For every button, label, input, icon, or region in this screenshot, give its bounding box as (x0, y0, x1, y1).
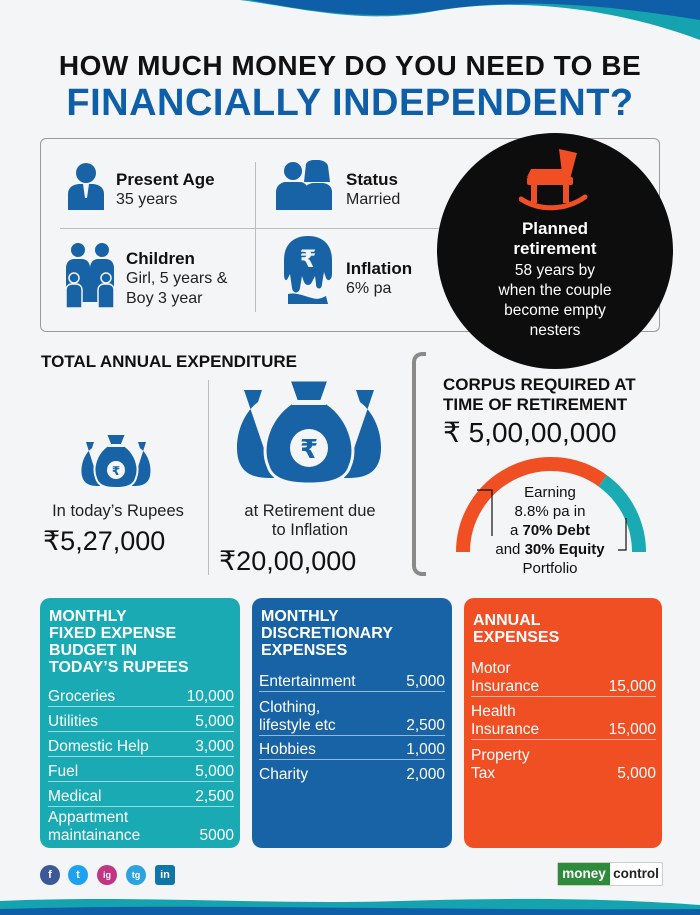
expenditure-title: TOTAL ANNUAL EXPENDITURE (41, 352, 297, 371)
gauge-equity-label: 30% Equity (524, 541, 605, 558)
fixed-row (48, 784, 234, 807)
disc-row-label: Entertainment (259, 673, 356, 690)
status-label: Status (346, 170, 398, 189)
annual-row-label (471, 747, 617, 783)
disc-row-label: Hobbies (259, 741, 316, 758)
inflation-item (346, 259, 412, 299)
moneycontrol-logo[interactable] (557, 862, 663, 886)
annual-title-line-1: ANNUAL (473, 612, 541, 629)
fixed-row-value: 5,000 (195, 713, 234, 730)
expenditure-divider (208, 380, 209, 575)
children-label: Children (126, 249, 195, 268)
money-bags-large-icon (234, 378, 384, 484)
retirement-expense-amount: ₹20,00,000 (219, 546, 357, 576)
gauge-line-4 (477, 540, 623, 559)
fixed-row (48, 809, 234, 845)
annual-health-label-1: Health (471, 703, 516, 720)
annual-row-label (471, 660, 609, 696)
fixed-row (48, 734, 234, 757)
fixed-row-value: 10,000 (186, 688, 234, 705)
fixed-title-line-1: MONTHLY (49, 608, 127, 625)
annual-row-value: 15,000 (608, 721, 656, 738)
retirement-desc (467, 261, 643, 341)
disc-row-value: 5,000 (406, 673, 445, 690)
fixed-row-value: 5000 (199, 827, 234, 844)
fixed-row (48, 709, 234, 732)
inflation-value: 6% pa (346, 280, 392, 297)
corpus-bracket (412, 352, 426, 576)
annual-health-label-2: Insurance (471, 721, 540, 738)
annual-expenses-card (464, 598, 662, 848)
person-icon (66, 162, 106, 210)
disc-row-value: 1,000 (406, 741, 445, 758)
disc-title-line-1: MONTHLY (261, 608, 339, 625)
annual-row (471, 656, 656, 697)
fixed-row-value: 5,000 (195, 763, 234, 780)
gauge-line-5: Portfolio (522, 560, 578, 577)
present-age-value: 35 years (116, 191, 178, 208)
disc-row-value: 2,000 (406, 766, 445, 783)
headline-line-2: FINANCIALLY INDEPENDENT? (66, 82, 634, 124)
money-bags-small-icon (80, 432, 152, 488)
gauge-label (477, 483, 623, 578)
logo-part-money: money (558, 863, 610, 885)
fixed-row (48, 759, 234, 782)
corpus-title-line-1: CORPUS REQUIRED AT (443, 375, 636, 394)
corpus-title-line-2: TIME OF RETIREMENT (443, 395, 628, 414)
profile-divider-vertical (255, 162, 256, 312)
retirement-title (437, 219, 673, 259)
fixed-expense-card (40, 598, 240, 848)
fixed-title-line-2: FIXED EXPENSE (49, 625, 177, 642)
discretionary-title (261, 608, 393, 659)
disc-row-value: 2,500 (406, 717, 445, 734)
retirement-title-line-2: retirement (513, 239, 597, 258)
children-line-2: Boy 3 year (126, 290, 203, 307)
fixed-row-label: Domestic Help (48, 738, 149, 755)
family-icon (62, 242, 118, 308)
retirement-desc-line-1: 58 years by (514, 262, 596, 279)
retirement-expense-label (218, 502, 402, 540)
children-item (126, 249, 227, 309)
disc-row-label (259, 699, 406, 735)
fixed-row-value: 3,000 (195, 738, 234, 755)
disc-row (259, 762, 445, 784)
fixed-last-label-2: maintainance (48, 827, 141, 844)
gauge-line-3-prefix: a (509, 522, 523, 539)
corpus-title (443, 375, 636, 415)
gauge-line-4-prefix: and (495, 541, 525, 558)
fixed-title-line-3: BUDGET IN (49, 642, 137, 659)
headline-line-1: HOW MUCH MONEY DO YOU NEED TO BE (58, 50, 642, 81)
retirement-expense-label-line-1: at Retirement due (244, 502, 376, 520)
annual-row (471, 742, 656, 783)
today-amount: ₹5,27,000 (43, 526, 166, 556)
annual-row-label (471, 703, 609, 739)
disc-row (259, 738, 445, 760)
disc-title-line-3: EXPENSES (261, 642, 348, 659)
disc-title-line-2: DISCRETIONARY (261, 625, 393, 642)
today-label: In today’s Rupees (52, 502, 184, 520)
fixed-row-label: Utilities (48, 713, 98, 730)
fixed-row-label (48, 809, 200, 845)
gauge-line-3 (477, 521, 623, 540)
planned-retirement-badge (437, 133, 673, 369)
present-age-label: Present Age (116, 170, 215, 189)
twitter-icon[interactable]: t (68, 865, 88, 885)
status-value: Married (346, 191, 401, 208)
logo-part-control: control (613, 866, 659, 881)
profile-divider-horizontal (60, 228, 440, 229)
retirement-desc-line-4: nesters (529, 322, 581, 339)
retirement-title-line-1: Planned (521, 219, 589, 238)
retirement-desc-line-2: when the couple (498, 282, 612, 299)
svg-text:₹: ₹ (111, 464, 121, 478)
fixed-row-value: 2,500 (195, 788, 234, 805)
annual-motor-label-2: Insurance (471, 678, 540, 695)
annual-motor-label-1: Motor (471, 660, 511, 677)
top-wave-decoration (0, 0, 700, 40)
children-line-1: Girl, 5 years & (126, 270, 228, 287)
svg-text:₹: ₹ (299, 435, 319, 465)
annual-title-line-2: EXPENSES (473, 629, 560, 646)
annual-property-label-1: Property (471, 747, 530, 764)
fixed-row (48, 684, 234, 707)
disc-row-label: Charity (259, 766, 309, 783)
annual-row-value: 15,000 (608, 678, 656, 695)
rocking-chair-icon (519, 147, 591, 213)
annual-property-label-2: Tax (471, 765, 496, 782)
fixed-title-line-4: TODAY’S RUPEES (49, 659, 189, 676)
telegram-icon[interactable]: tg (126, 865, 146, 885)
corpus-amount: ₹ 5,00,00,000 (443, 417, 617, 448)
linkedin-icon[interactable]: in (155, 865, 175, 885)
inflation-label: Inflation (346, 259, 413, 278)
instagram-icon[interactable]: ig (97, 865, 117, 885)
bottom-wave-decoration (0, 895, 700, 915)
couple-icon (276, 160, 334, 210)
melting-rupee-icon (282, 234, 334, 306)
fixed-expense-title (49, 608, 189, 676)
fixed-last-label-1: Appartment (48, 809, 129, 826)
fixed-row-label: Medical (48, 788, 102, 805)
status-item (346, 170, 400, 210)
disc-row (259, 694, 445, 736)
discretionary-card (252, 598, 452, 848)
disc-clothing-label-1: Clothing, (259, 699, 321, 716)
disc-clothing-label-2: lifestyle etc (259, 717, 336, 734)
gauge-debt-label: 70% Debt (522, 522, 591, 539)
gauge-line-1: Earning (524, 484, 576, 501)
annual-row (471, 699, 656, 740)
fixed-row-label: Fuel (48, 763, 79, 780)
annual-row-value: 5,000 (617, 765, 656, 782)
retirement-desc-line-3: become empty (504, 302, 606, 319)
retirement-expense-label-line-2: to Inflation (271, 521, 349, 539)
fixed-row-label: Groceries (48, 688, 116, 705)
gauge-line-2: 8.8% pa in (514, 503, 586, 520)
present-age-item (116, 170, 215, 210)
facebook-icon[interactable]: f (40, 865, 60, 885)
disc-row (259, 668, 445, 692)
annual-title (473, 612, 559, 646)
svg-text:₹: ₹ (299, 245, 317, 273)
